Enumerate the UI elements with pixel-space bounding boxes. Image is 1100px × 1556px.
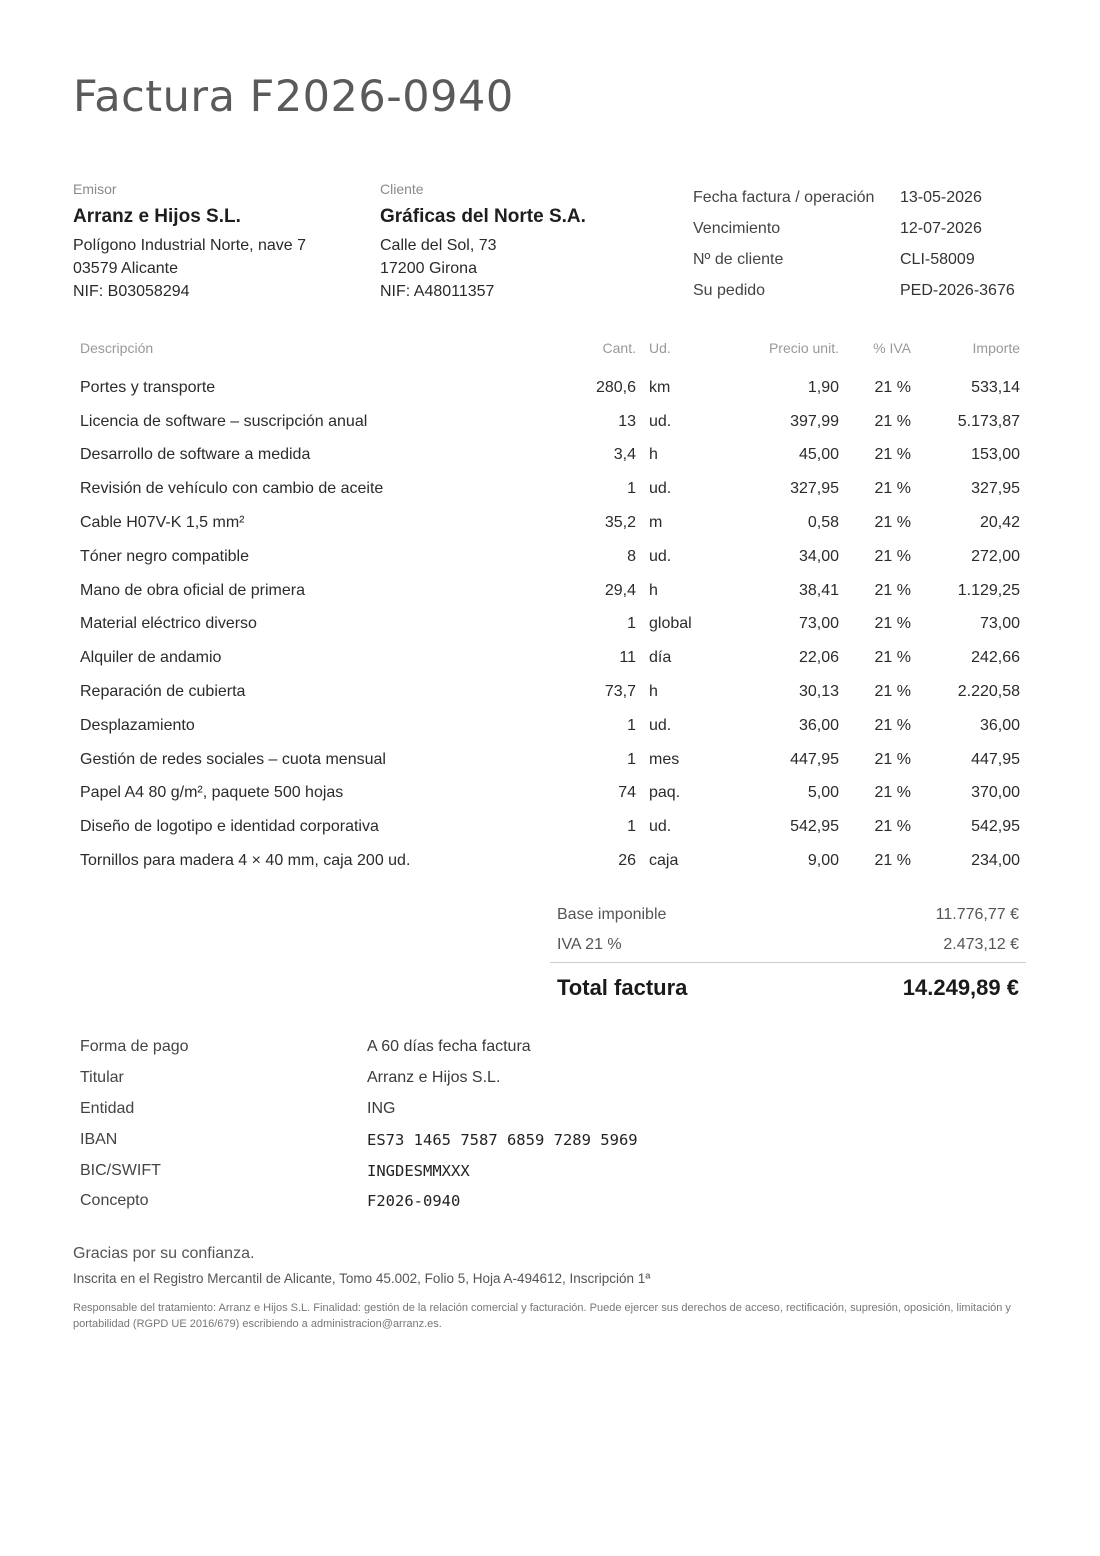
table-body <box>80 371 1020 878</box>
cell-cantidad: 1 <box>627 750 636 768</box>
cell-importe: 5.173,87 <box>957 412 1020 430</box>
cell-precio: 0,58 <box>807 514 839 532</box>
cell-descripcion: Diseño de logotipo e identidad corporativa <box>80 818 379 836</box>
table-row <box>80 574 1020 608</box>
footer <box>73 1245 1023 1332</box>
base-imponible-row <box>550 900 1026 930</box>
table-row <box>80 608 1020 642</box>
total-row <box>550 963 1026 1013</box>
cell-iva: 21 % <box>874 852 911 870</box>
cell-precio: 34,00 <box>798 547 839 565</box>
cell-unidad: h <box>649 683 658 701</box>
cell-importe: 242,66 <box>971 649 1020 667</box>
meta-label: Nº de cliente <box>693 250 784 268</box>
cell-descripcion: Licencia de software – suscripción anual <box>80 412 368 430</box>
payment-row <box>80 1186 980 1217</box>
cell-precio: 45,00 <box>798 446 839 464</box>
invoice-meta <box>693 182 1033 306</box>
cell-descripcion: Gestión de redes sociales – cuota mensual <box>80 750 386 768</box>
meta-label: Su pedido <box>693 281 766 299</box>
cell-cantidad: 1 <box>627 818 636 836</box>
cell-descripcion: Portes y transporte <box>80 378 216 396</box>
payment-row <box>80 1063 980 1094</box>
cell-importe: 447,95 <box>971 750 1020 768</box>
cell-descripcion: Tornillos para madera 4 × 40 mm, caja 200 ud. <box>80 852 411 870</box>
emisor-address-line2: 03579 Alicante <box>73 260 178 277</box>
table-row <box>80 709 1020 743</box>
emisor-address-line1: Polígono Industrial Norte, nave 7 <box>73 237 307 254</box>
cell-precio: 30,13 <box>798 683 839 701</box>
table-row <box>80 844 1020 878</box>
base-imponible-value: 11.776,77 € <box>935 906 1019 923</box>
thanks-text: Gracias por su confianza. <box>73 1245 255 1262</box>
cell-importe: 234,00 <box>971 852 1020 870</box>
table-row <box>80 405 1020 439</box>
cell-importe: 327,95 <box>971 480 1020 498</box>
payment-value: A 60 días fecha factura <box>367 1038 531 1056</box>
payment-label: Entidad <box>80 1099 135 1117</box>
meta-value: PED-2026-3676 <box>900 281 1015 299</box>
cell-precio: 327,95 <box>790 480 839 498</box>
cliente-block <box>380 180 670 303</box>
meta-value: CLI-58009 <box>900 250 975 268</box>
legal-notice: Responsable del tratamiento: Arranz e Hijos S.L. Finalidad: gestión de la relación comercial y facturación. Puede ejercer sus derechos de acceso, rectificación, supresión, oposición, limitación y portabilidad (RGPD UE 2016/679) escribiendo a administracion@arranz.es. <box>73 1302 1011 1330</box>
cell-cantidad: 1 <box>627 716 636 734</box>
cell-descripcion: Mano de obra oficial de primera <box>80 581 306 599</box>
cell-cantidad: 35,2 <box>604 514 636 532</box>
table-row <box>80 506 1020 540</box>
cell-importe: 1.129,25 <box>957 581 1020 599</box>
cell-unidad: global <box>649 615 692 633</box>
cell-cantidad: 13 <box>618 412 636 430</box>
cell-unidad: ud. <box>649 818 672 836</box>
emisor-label: Emisor <box>73 181 117 197</box>
cell-cantidad: 26 <box>618 852 636 870</box>
cell-cantidad: 29,4 <box>604 581 636 599</box>
cell-iva: 21 % <box>874 412 911 430</box>
cell-iva: 21 % <box>874 378 911 396</box>
cell-cantidad: 8 <box>627 547 636 565</box>
header-descripcion: Descripción <box>80 340 154 356</box>
payment-details <box>80 1032 980 1217</box>
cell-unidad: m <box>649 514 663 532</box>
cell-precio: 9,00 <box>807 852 839 870</box>
cell-descripcion: Revisión de vehículo con cambio de aceite <box>80 480 384 498</box>
cell-descripcion: Desplazamiento <box>80 716 195 734</box>
cell-precio: 38,41 <box>798 581 839 599</box>
emisor-nif: NIF: B03058294 <box>73 283 190 300</box>
cliente-label: Cliente <box>380 181 424 197</box>
cell-cantidad: 1 <box>627 480 636 498</box>
cell-importe: 20,42 <box>979 514 1020 532</box>
meta-row-vencimiento <box>693 213 1033 244</box>
cell-iva: 21 % <box>874 615 911 633</box>
cell-unidad: mes <box>649 750 680 768</box>
table-row <box>80 472 1020 506</box>
meta-row-cliente <box>693 244 1033 275</box>
meta-label: Fecha factura / operación <box>693 188 875 206</box>
payment-value: ES73 1465 7587 6859 7289 5969 <box>367 1130 638 1149</box>
header-iva: % IVA <box>873 340 911 356</box>
cell-cantidad: 11 <box>619 649 636 667</box>
cell-precio: 5,00 <box>807 784 839 802</box>
emisor-name: Arranz e Hijos S.L. <box>73 206 241 227</box>
header-importe: Importe <box>972 340 1020 356</box>
cell-importe: 73,00 <box>979 615 1020 633</box>
cell-precio: 1,90 <box>807 378 839 396</box>
cell-cantidad: 73,7 <box>604 683 636 701</box>
payment-value: F2026-0940 <box>367 1192 461 1211</box>
cell-importe: 272,00 <box>971 547 1020 565</box>
cell-descripcion: Papel A4 80 g/m², paquete 500 hojas <box>80 784 344 802</box>
header-precio: Precio unit. <box>768 340 839 356</box>
table-row <box>80 371 1020 405</box>
payment-value: ING <box>367 1099 396 1117</box>
payment-row <box>80 1094 980 1125</box>
payment-label: Forma de pago <box>80 1038 189 1056</box>
cell-unidad: ud. <box>649 547 672 565</box>
cell-cantidad: 3,4 <box>613 446 636 464</box>
cell-unidad: paq. <box>649 784 681 802</box>
meta-row-fecha <box>693 182 1033 213</box>
table-row <box>80 675 1020 709</box>
payment-label: Titular <box>80 1069 124 1087</box>
cell-unidad: h <box>649 581 658 599</box>
cell-precio: 73,00 <box>798 615 839 633</box>
cell-descripcion: Alquiler de andamio <box>80 649 222 667</box>
cell-importe: 370,00 <box>971 784 1020 802</box>
cliente-address-line1: Calle del Sol, 73 <box>380 237 497 254</box>
line-items-table <box>80 338 1020 878</box>
table-row <box>80 810 1020 844</box>
cell-precio: 542,95 <box>790 818 839 836</box>
cell-cantidad: 74 <box>618 784 636 802</box>
cell-iva: 21 % <box>874 446 911 464</box>
payment-label: IBAN <box>80 1130 118 1148</box>
cell-importe: 533,14 <box>971 378 1020 396</box>
cell-descripcion: Desarrollo de software a medida <box>80 446 311 464</box>
payment-label: BIC/SWIFT <box>80 1161 161 1179</box>
cell-unidad: ud. <box>649 412 672 430</box>
payment-value: Arranz e Hijos S.L. <box>367 1069 501 1087</box>
cell-iva: 21 % <box>874 716 911 734</box>
iva-value: 2.473,12 € <box>943 936 1019 953</box>
payment-row <box>80 1032 980 1063</box>
cell-unidad: km <box>649 378 671 396</box>
cell-iva: 21 % <box>874 514 911 532</box>
cell-precio: 22,06 <box>798 649 839 667</box>
cliente-nif: NIF: A48011357 <box>380 283 495 300</box>
cell-unidad: ud. <box>649 716 672 734</box>
header-cantidad: Cant. <box>602 340 636 356</box>
cell-cantidad: 280,6 <box>595 378 636 396</box>
cell-importe: 36,00 <box>979 716 1020 734</box>
registry-text: Inscrita en el Registro Mercantil de Alicante, Tomo 45.002, Folio 5, Hoja A-494612, Inscripción 1ª <box>73 1271 651 1286</box>
payment-row <box>80 1124 980 1155</box>
page-title: Factura F2026-0940 <box>73 72 514 122</box>
cell-iva: 21 % <box>874 784 911 802</box>
iva-label: IVA 21 % <box>557 936 622 953</box>
cliente-name: Gráficas del Norte S.A. <box>380 206 586 227</box>
meta-row-pedido <box>693 275 1033 306</box>
cell-precio: 397,99 <box>790 412 839 430</box>
meta-label: Vencimiento <box>693 219 781 237</box>
cell-descripcion: Material eléctrico diverso <box>80 615 257 633</box>
cell-iva: 21 % <box>874 581 911 599</box>
cell-importe: 2.220,58 <box>957 683 1020 701</box>
cell-unidad: h <box>649 446 658 464</box>
cell-iva: 21 % <box>874 750 911 768</box>
cell-descripcion: Cable H07V-K 1,5 mm² <box>80 514 245 532</box>
meta-value: 13-05-2026 <box>900 188 982 206</box>
iva-row <box>550 930 1026 960</box>
cliente-address-line2: 17200 Girona <box>380 260 477 277</box>
base-imponible-label: Base imponible <box>557 906 667 923</box>
cell-descripcion: Reparación de cubierta <box>80 683 246 701</box>
table-row <box>80 439 1020 473</box>
cell-importe: 542,95 <box>971 818 1020 836</box>
payment-label: Concepto <box>80 1192 149 1210</box>
total-label: Total factura <box>557 975 688 1000</box>
cell-iva: 21 % <box>874 480 911 498</box>
cell-iva: 21 % <box>874 649 911 667</box>
header-unidad: Ud. <box>649 340 671 356</box>
table-row <box>80 641 1020 675</box>
cell-iva: 21 % <box>874 683 911 701</box>
table-row <box>80 743 1020 777</box>
meta-value: 12-07-2026 <box>900 219 982 237</box>
emisor-block <box>73 180 363 303</box>
cell-precio: 447,95 <box>790 750 839 768</box>
cell-iva: 21 % <box>874 818 911 836</box>
table-row <box>80 540 1020 574</box>
cell-unidad: ud. <box>649 480 672 498</box>
cell-unidad: día <box>649 649 672 667</box>
cell-cantidad: 1 <box>627 615 636 633</box>
total-value: 14.249,89 € <box>902 975 1019 1000</box>
cell-importe: 153,00 <box>971 446 1020 464</box>
payment-value: INGDESMMXXX <box>367 1161 470 1180</box>
totals-block <box>550 900 1026 1013</box>
cell-unidad: caja <box>649 852 679 870</box>
table-row <box>80 777 1020 811</box>
cell-precio: 36,00 <box>798 716 839 734</box>
cell-iva: 21 % <box>874 547 911 565</box>
payment-row <box>80 1155 980 1186</box>
table-header <box>80 338 1020 358</box>
cell-descripcion: Tóner negro compatible <box>80 547 249 565</box>
